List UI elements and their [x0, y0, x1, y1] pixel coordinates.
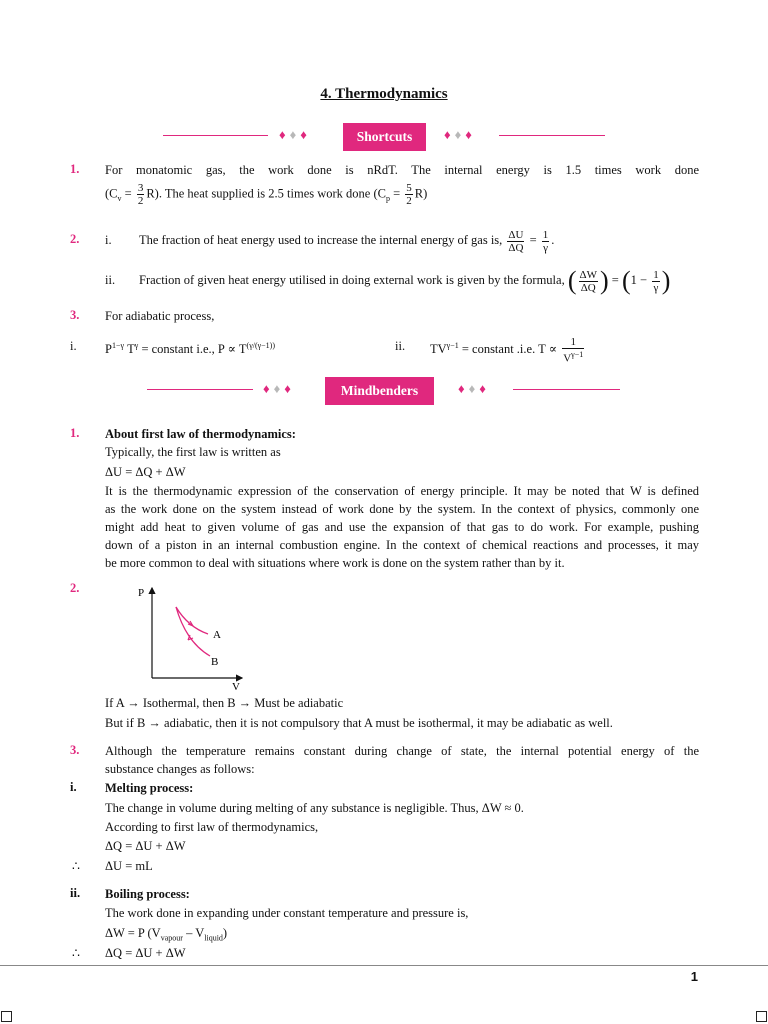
mindbender-number-1: 1.	[70, 426, 80, 440]
pv-diagram	[130, 582, 260, 692]
mindbender-number-2: 2.	[70, 581, 80, 595]
banner-line-right	[499, 135, 605, 136]
melting-line1: The change in volume during melting of any substance is negligible. Thus, ΔW ≈ 0.	[105, 801, 524, 815]
v-axis-label: V	[232, 681, 240, 692]
shortcut-number-3: 3.	[70, 308, 80, 322]
shortcut-2-i-label: i.	[105, 233, 112, 247]
shortcuts-badge: Shortcuts	[343, 123, 426, 151]
mindbender-1-para-line5: be more common to deal with situations where work is done on the system rather than by it.	[105, 556, 565, 570]
banner-diamonds-left-2: ♦♦♦	[263, 381, 295, 396]
shortcut-3-i-formula: $P^{1-\gamma}$ $T^\gamma$ = constant i.e., $P \propto T^{(\gamma/(\gamma-1))}$	[105, 341, 275, 357]
banner-diamonds-left: ♦♦♦	[279, 127, 311, 142]
shortcut-3-i-label: i.	[70, 339, 77, 353]
banner-line-left-2	[147, 389, 253, 390]
corner-mark-right	[756, 1011, 767, 1022]
mindbender-1-line1: Typically, the first law is written as	[105, 445, 281, 459]
boiling-heading: Boiling process:	[105, 887, 190, 901]
shortcut-3-text: For adiabatic process,	[105, 309, 215, 323]
shortcut-2-i-text: The fraction of heat energy used to increase the internal energy of gas is, $\frac{\Delta U}{\Delta Q}$ = $\frac{1}{\gamma}$ .	[139, 228, 555, 254]
mindbender-3-ii-label: ii.	[70, 886, 81, 900]
shortcut-3-ii-formula: $TV^{\gamma-1}$ = constant .i.e. T ∝ $\frac{1}{V^{\gamma-1}}$	[430, 335, 584, 365]
boiling-equation-1: ΔW = P $(V_{vapour} - V_{liquid})$	[105, 926, 228, 943]
shortcut-1-line2: ($C_v$ = $\frac{3}{2}$ R). The heat supplied is 2.5 times work done ($C_p$ = $\frac{5}{2}$ R)	[105, 182, 428, 207]
melting-line2: According to first law of thermodynamics,	[105, 820, 319, 834]
curve-b-label: B	[211, 656, 219, 668]
curve-a-label: A	[213, 629, 221, 641]
banner-line-right-2	[513, 389, 620, 390]
p-axis-label: P	[138, 587, 145, 599]
banner-line-left	[163, 135, 268, 136]
boiling-equation-2: ΔQ = ΔU + ΔW	[105, 946, 186, 960]
mindbender-1-para-line4: down of a piston in an internal combustion engine. In the context of chemical reactions and processes, it may	[105, 538, 699, 552]
page-title: 4. Thermodynamics	[320, 86, 448, 102]
mindbender-1-para-line2: as the work done on the system instead of work done by the system. In the context of physics, commonly one	[105, 502, 699, 516]
mindbender-2-line2: But if B → adiabatic, then it is not compulsory that A must be isothermal, it may be adiabatic as well.	[105, 716, 613, 730]
corner-mark-left	[1, 1011, 12, 1022]
mindbender-1-para-line1: It is the thermodynamic expression of the conservation of energy principle. It may be noted that W is defined	[105, 484, 699, 498]
shortcut-number-2: 2.	[70, 232, 80, 246]
mindbender-1-equation: ΔU = ΔQ + ΔW	[105, 465, 186, 479]
mindbender-3-line2: substance changes as follows:	[105, 762, 255, 776]
banner-diamonds-right-2: ♦♦♦	[458, 381, 490, 396]
therefore-symbol-1: ∴	[72, 859, 80, 873]
shortcut-3-ii-label: ii.	[395, 339, 406, 353]
mindbenders-badge: Mindbenders	[325, 377, 434, 405]
mindbender-1-heading: About first law of thermodynamics:	[105, 427, 296, 441]
banner-diamonds-right: ♦♦♦	[444, 127, 476, 142]
page-number: 1	[690, 969, 698, 984]
mindbender-number-3: 3.	[70, 743, 80, 757]
melting-heading: Melting process:	[105, 781, 194, 795]
mindbender-3-i-label: i.	[70, 780, 77, 794]
shortcut-number-1: 1.	[70, 162, 80, 176]
mindbender-1-para-line3: might add heat to given volume of gas and use the expansion of that gas to do work. For example, pushing	[105, 520, 699, 534]
footer-divider	[0, 965, 768, 966]
therefore-symbol-2: ∴	[72, 946, 80, 960]
boiling-line1: The work done in expanding under constant temperature and pressure is,	[105, 906, 469, 920]
mindbender-2-line1: If A → Isothermal, then B → Must be adiabatic	[105, 696, 344, 710]
melting-equation-2: ΔU = mL	[105, 859, 153, 873]
mindbender-3-line1: Although the temperature remains constant during change of state, the internal potential energy of the	[105, 744, 699, 758]
shortcut-2-ii-text: Fraction of given heat energy utilised in doing external work is given by the formula, ( $\frac{\Delta W}{\Delta Q}$ ) = (1 − $\frac{1}{\gamma}$ )	[139, 266, 671, 296]
shortcut-2-ii-label: ii.	[105, 273, 116, 287]
melting-equation-1: ΔQ = ΔU + ΔW	[105, 839, 186, 853]
shortcut-1-line1: For monatomic gas, the work done is nRdT. The internal energy is 1.5 times work done	[105, 163, 699, 177]
